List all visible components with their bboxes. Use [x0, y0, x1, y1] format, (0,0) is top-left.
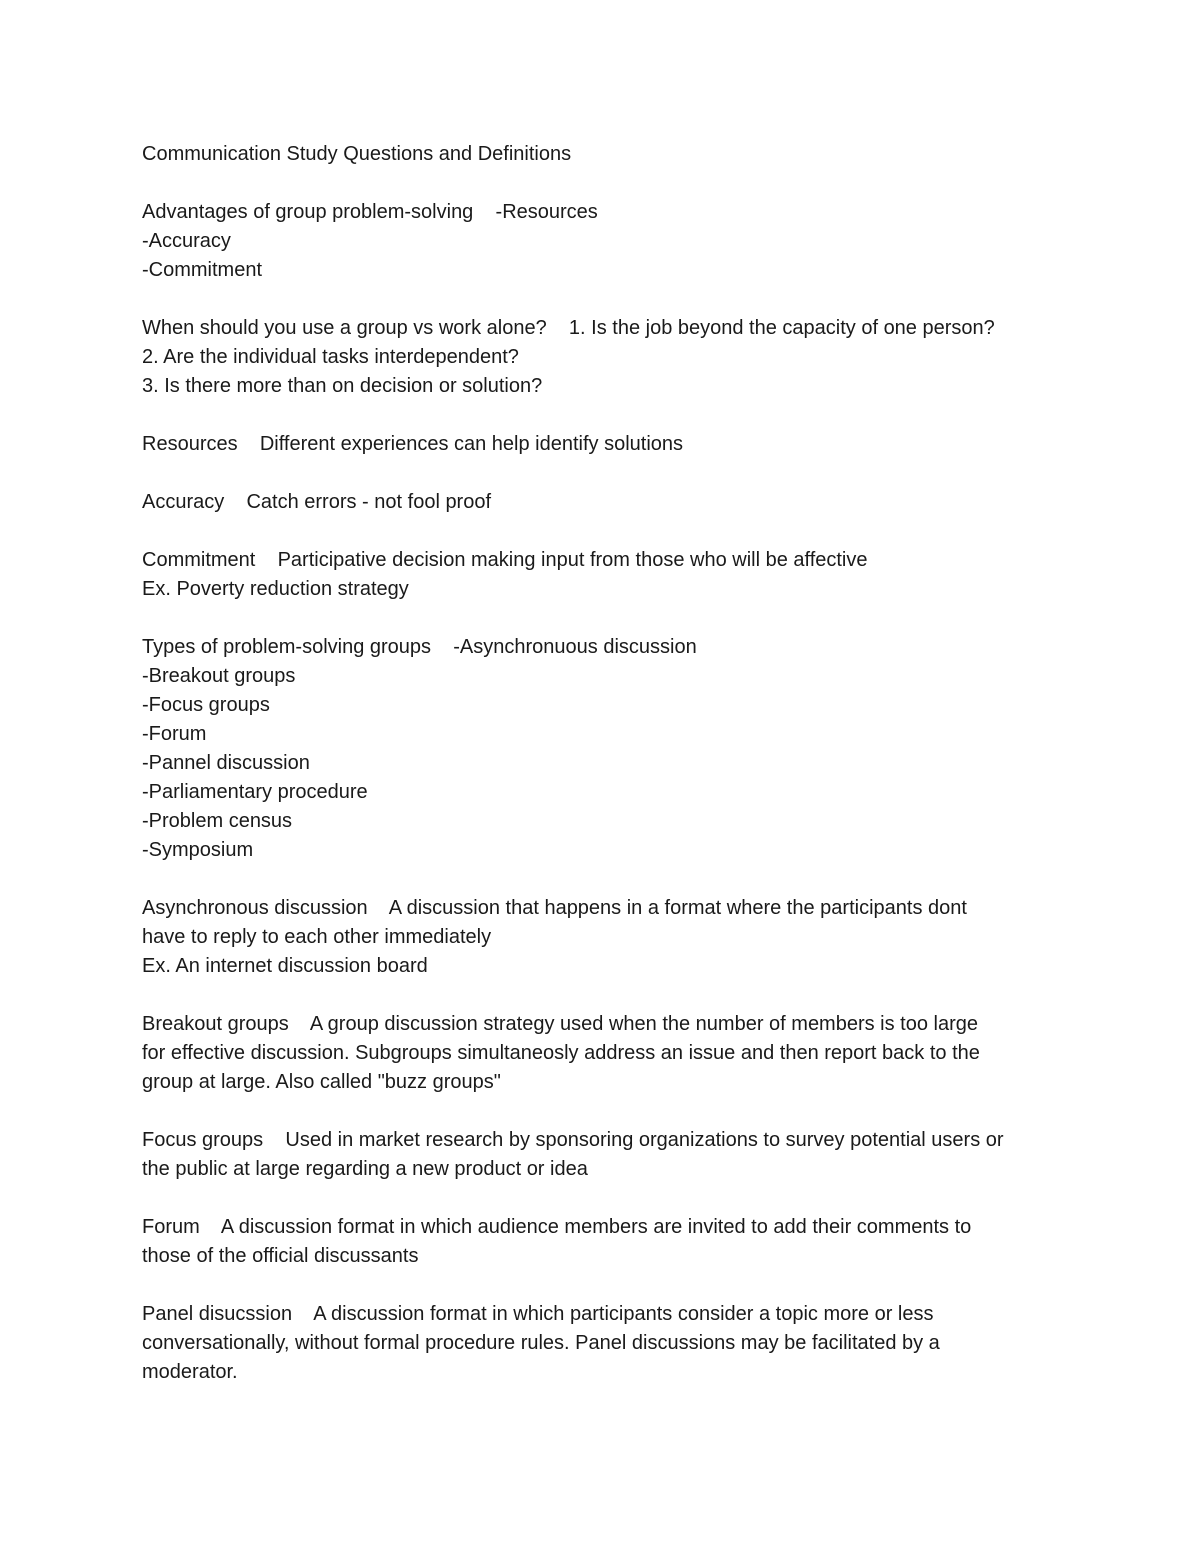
section-line: conversationally, without formal procedure rules. Panel discussions may be facilitated by a — [142, 1332, 940, 1354]
section-line: Breakout groups A group discussion strategy used when the number of members is too large — [142, 1013, 979, 1035]
paragraph-gap — [142, 285, 1082, 314]
section-line: -Focus groups — [142, 694, 270, 716]
section-focus-groups — [142, 1126, 1082, 1184]
section-line: -Commitment — [142, 259, 263, 281]
section-breakout — [142, 1010, 1082, 1097]
paragraph-gap — [142, 604, 1082, 633]
section-advantages — [142, 198, 1082, 285]
section-line: Commitment Participative decision making input from those who will be affective — [142, 549, 868, 571]
paragraph-gap — [142, 865, 1082, 894]
section-line: Types of problem-solving groups -Asynchronuous discussion — [142, 636, 697, 658]
section-line: Focus groups Used in market research by sponsoring organizations to survey potential users or — [142, 1129, 1004, 1151]
paragraph-gap — [142, 401, 1082, 430]
paragraph-gap — [142, 1184, 1082, 1213]
section-line: -Accuracy — [142, 230, 231, 252]
section-line: the public at large regarding a new product or idea — [142, 1158, 588, 1180]
section-resources — [142, 430, 1082, 459]
section-line: 3. Is there more than on decision or solution? — [142, 375, 543, 397]
section-when-group — [142, 314, 1082, 401]
section-asynchronous — [142, 894, 1082, 981]
section-line: -Breakout groups — [142, 665, 296, 687]
document-body — [142, 140, 1082, 1387]
section-line: Asynchronous discussion A discussion that happens in a format where the participants dont — [142, 897, 967, 919]
section-line: Forum A discussion format in which audience members are invited to add their comments to — [142, 1216, 972, 1238]
section-forum — [142, 1213, 1082, 1271]
paragraph-gap — [142, 981, 1082, 1010]
section-commitment — [142, 546, 1082, 604]
paragraph-gap — [142, 517, 1082, 546]
section-line: Advantages of group problem-solving -Resources — [142, 201, 598, 223]
section-line: -Forum — [142, 723, 207, 745]
paragraph-gap — [142, 1097, 1082, 1126]
paragraph-gap — [142, 169, 1082, 198]
section-line: Resources Different experiences can help identify solutions — [142, 433, 684, 455]
section-line: When should you use a group vs work alone? 1. Is the job beyond the capacity of one person? — [142, 317, 995, 339]
section-line: have to reply to each other immediately — [142, 926, 492, 948]
section-line: -Pannel discussion — [142, 752, 310, 774]
section-accuracy — [142, 488, 1082, 517]
section-line: those of the official discussants — [142, 1245, 419, 1267]
document-title: Communication Study Questions and Definitions — [142, 143, 572, 165]
paragraph-gap — [142, 1271, 1082, 1300]
paragraph-gap — [142, 459, 1082, 488]
section-line: 2. Are the individual tasks interdependent? — [142, 346, 519, 368]
section-panel-discussion — [142, 1300, 1082, 1387]
section-types — [142, 633, 1082, 865]
section-line: moderator. — [142, 1361, 238, 1383]
section-line: Ex. Poverty reduction strategy — [142, 578, 409, 600]
section-line: Panel disucssion A discussion format in which participants consider a topic more or less — [142, 1303, 934, 1325]
section-line: -Problem census — [142, 810, 293, 832]
section-line: Ex. An internet discussion board — [142, 955, 428, 977]
section-line: for effective discussion. Subgroups simultaneosly address an issue and then report back to the — [142, 1042, 980, 1064]
section-line: Accuracy Catch errors - not fool proof — [142, 491, 492, 513]
section-line: -Parliamentary procedure — [142, 781, 368, 803]
section-line: -Symposium — [142, 839, 254, 861]
section-line: group at large. Also called "buzz groups" — [142, 1071, 501, 1093]
